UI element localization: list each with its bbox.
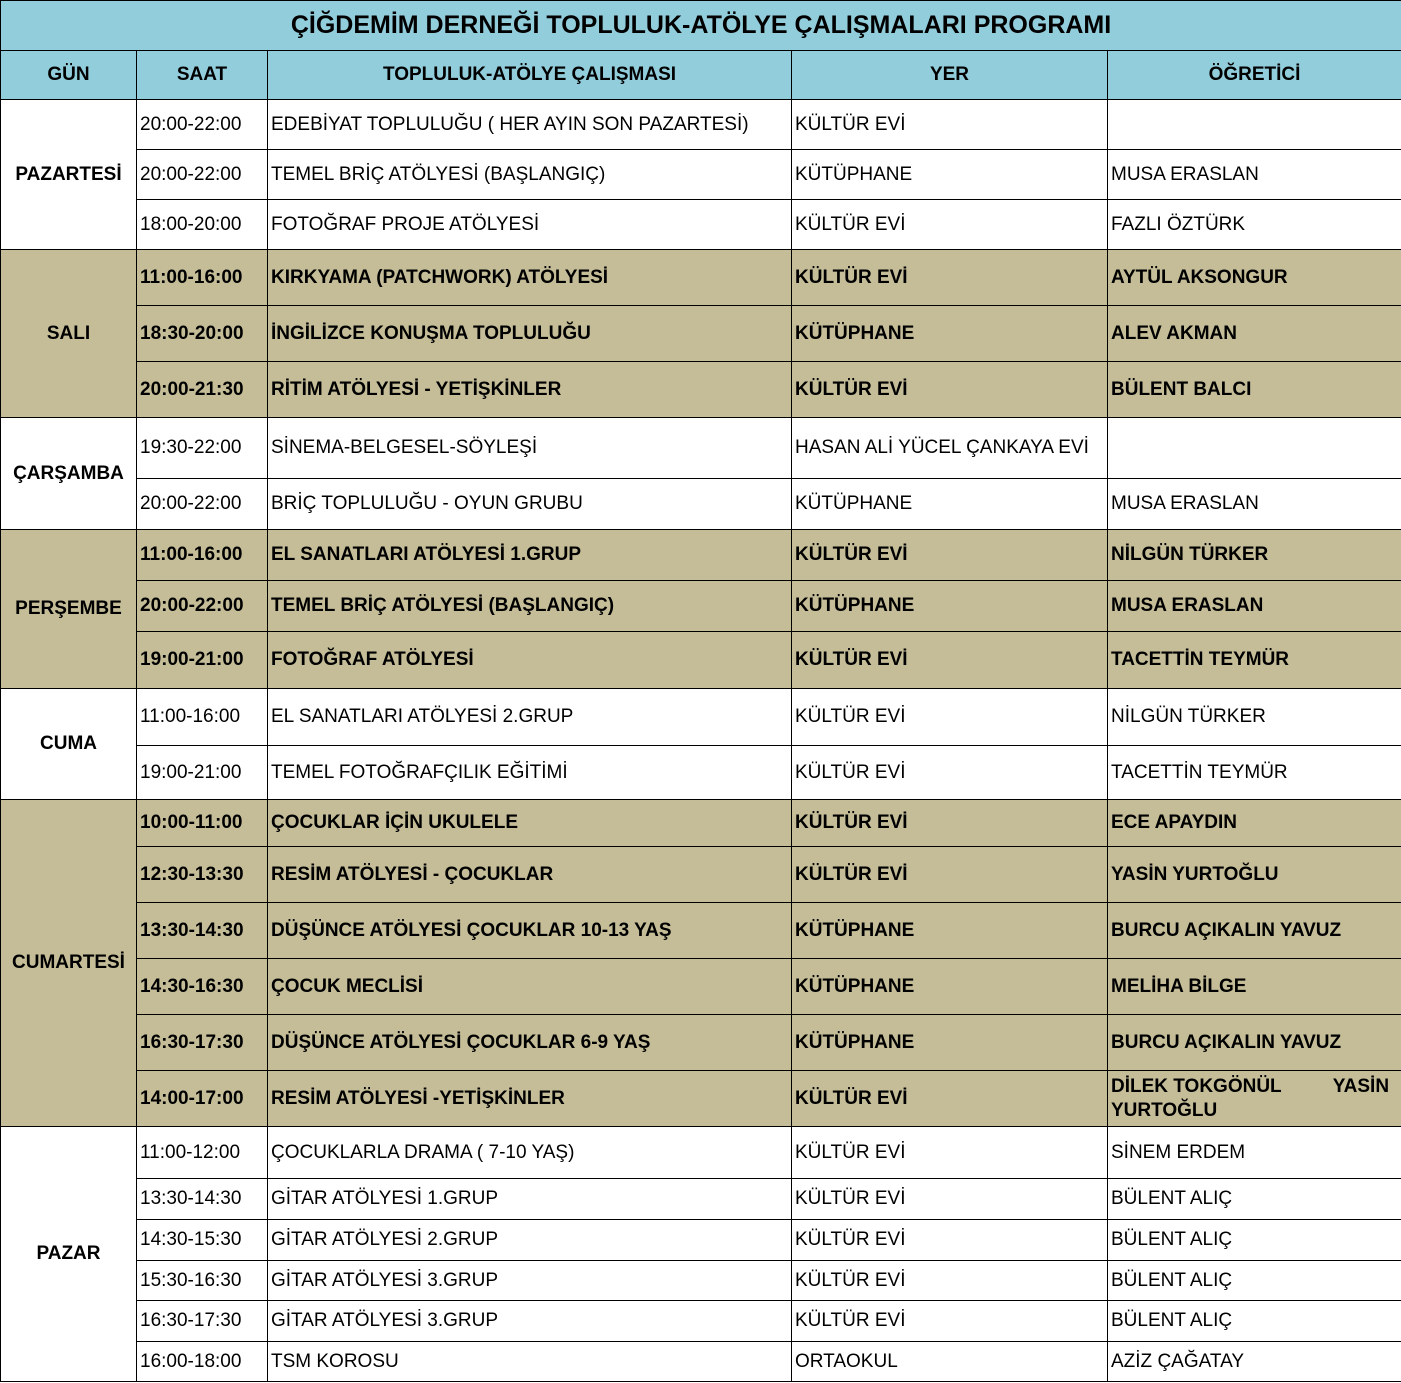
teacher-cell: ALEV AKMAN	[1108, 306, 1401, 362]
time-cell: 13:30-14:30	[137, 1179, 268, 1220]
time-cell: 11:00-16:00	[137, 530, 268, 581]
place-cell: HASAN ALİ YÜCEL ÇANKAYA EVİ	[792, 418, 1108, 479]
place-cell: KÜLTÜR EVİ	[792, 250, 1108, 306]
activity-cell: FOTOĞRAF PROJE ATÖLYESİ	[268, 200, 792, 250]
table-row	[1, 306, 1401, 362]
teacher-cell: MUSA ERASLAN	[1108, 150, 1401, 200]
place-cell: KÜTÜPHANE	[792, 1015, 1108, 1071]
teacher-cell: BÜLENT ALIÇ	[1108, 1301, 1401, 1342]
teacher-cell: ECE APAYDIN	[1108, 800, 1401, 847]
table-row	[1, 100, 1401, 150]
teacher-line-2: YURTOĞLU	[1111, 1099, 1218, 1121]
table-row	[1, 479, 1401, 530]
time-cell: 20:00-21:30	[137, 362, 268, 418]
day-label: PAZARTESİ	[1, 100, 137, 250]
place-cell: KÜTÜPHANE	[792, 150, 1108, 200]
place-cell: KÜLTÜR EVİ	[792, 746, 1108, 800]
time-cell: 14:30-15:30	[137, 1220, 268, 1261]
place-cell: KÜLTÜR EVİ	[792, 200, 1108, 250]
place-cell: KÜLTÜR EVİ	[792, 530, 1108, 581]
teacher-line-1	[1111, 1075, 1401, 1099]
time-cell: 14:00-17:00	[137, 1071, 268, 1127]
table-row	[1, 1301, 1401, 1342]
time-cell: 13:30-14:30	[137, 903, 268, 959]
time-cell: 20:00-22:00	[137, 581, 268, 632]
teacher-cell: TACETTİN TEYMÜR	[1108, 632, 1401, 689]
place-cell: KÜTÜPHANE	[792, 306, 1108, 362]
day-label: ÇARŞAMBA	[1, 418, 137, 530]
place-cell: KÜLTÜR EVİ	[792, 800, 1108, 847]
time-cell: 11:00-12:00	[137, 1127, 268, 1179]
place-cell: KÜLTÜR EVİ	[792, 1071, 1108, 1127]
activity-cell: EL SANATLARI ATÖLYESİ 2.GRUP	[268, 689, 792, 746]
day-label: SALI	[1, 250, 137, 418]
header-activity: TOPLULUK-ATÖLYE ÇALIŞMASI	[268, 51, 792, 100]
activity-cell: GİTAR ATÖLYESİ 1.GRUP	[268, 1179, 792, 1220]
time-cell: 14:30-16:30	[137, 959, 268, 1015]
place-cell: KÜLTÜR EVİ	[792, 1127, 1108, 1179]
activity-cell: GİTAR ATÖLYESİ 3.GRUP	[268, 1261, 792, 1301]
time-cell: 15:30-16:30	[137, 1261, 268, 1301]
time-cell: 16:00-18:00	[137, 1342, 268, 1382]
table-row	[1, 800, 1401, 847]
activity-cell: ÇOCUKLAR İÇİN UKULELE	[268, 800, 792, 847]
table-row	[1, 959, 1401, 1015]
activity-cell: RESİM ATÖLYESİ - ÇOCUKLAR	[268, 847, 792, 903]
activity-cell: BRİÇ TOPLULUĞU - OYUN GRUBU	[268, 479, 792, 530]
place-cell: KÜLTÜR EVİ	[792, 632, 1108, 689]
activity-cell: GİTAR ATÖLYESİ 2.GRUP	[268, 1220, 792, 1261]
table-row	[1, 1015, 1401, 1071]
page-title: ÇİĞDEMİM DERNEĞİ TOPLULUK-ATÖLYE ÇALIŞMALARI PROGRAMI	[1, 1, 1401, 51]
teacher-cell: BÜLENT ALIÇ	[1108, 1261, 1401, 1301]
table-row	[1, 1342, 1401, 1382]
activity-cell: RİTİM ATÖLYESİ - YETİŞKİNLER	[268, 362, 792, 418]
activity-cell: SİNEMA-BELGESEL-SÖYLEŞİ	[268, 418, 792, 479]
table-row	[1, 581, 1401, 632]
table-row	[1, 530, 1401, 581]
table-row	[1, 847, 1401, 903]
place-cell: ORTAOKUL	[792, 1342, 1108, 1382]
place-cell: KÜLTÜR EVİ	[792, 362, 1108, 418]
table-row	[1, 746, 1401, 800]
time-cell: 10:00-11:00	[137, 800, 268, 847]
teacher-cell	[1108, 1071, 1401, 1127]
time-cell: 20:00-22:00	[137, 150, 268, 200]
activity-cell: İNGİLİZCE KONUŞMA TOPLULUĞU	[268, 306, 792, 362]
activity-cell: EL SANATLARI ATÖLYESİ 1.GRUP	[268, 530, 792, 581]
place-cell: KÜTÜPHANE	[792, 903, 1108, 959]
table-row	[1, 1127, 1401, 1179]
place-cell: KÜTÜPHANE	[792, 479, 1108, 530]
day-label: PAZAR	[1, 1127, 137, 1382]
time-cell: 16:30-17:30	[137, 1301, 268, 1342]
activity-cell: DÜŞÜNCE ATÖLYESİ ÇOCUKLAR 6-9 YAŞ	[268, 1015, 792, 1071]
time-cell: 20:00-22:00	[137, 479, 268, 530]
table-row	[1, 200, 1401, 250]
place-cell: KÜTÜPHANE	[792, 581, 1108, 632]
activity-cell: TEMEL FOTOĞRAFÇILIK EĞİTİMİ	[268, 746, 792, 800]
teacher-cell: MUSA ERASLAN	[1108, 479, 1401, 530]
header-row	[1, 51, 1401, 100]
time-cell: 12:30-13:30	[137, 847, 268, 903]
table-row	[1, 632, 1401, 689]
teacher-cell	[1108, 418, 1401, 479]
header-place: YER	[792, 51, 1108, 100]
place-cell: KÜLTÜR EVİ	[792, 847, 1108, 903]
activity-cell: TEMEL BRİÇ ATÖLYESİ (BAŞLANGIÇ)	[268, 581, 792, 632]
header-day: GÜN	[1, 51, 137, 100]
teacher-name: YASİN	[1332, 1075, 1390, 1097]
table-row	[1, 362, 1401, 418]
table-row	[1, 418, 1401, 479]
day-label: CUMA	[1, 689, 137, 800]
place-cell: KÜTÜPHANE	[792, 959, 1108, 1015]
time-cell: 20:00-22:00	[137, 100, 268, 150]
header-time: SAAT	[137, 51, 268, 100]
activity-cell: ÇOCUKLARLA DRAMA ( 7-10 YAŞ)	[268, 1127, 792, 1179]
teacher-cell: BURCU AÇIKALIN YAVUZ	[1108, 1015, 1401, 1071]
activity-cell: GİTAR ATÖLYESİ 3.GRUP	[268, 1301, 792, 1342]
activity-cell: EDEBİYAT TOPLULUĞU ( HER AYIN SON PAZARTESİ)	[268, 100, 792, 150]
place-cell: KÜLTÜR EVİ	[792, 1179, 1108, 1220]
table-row	[1, 1261, 1401, 1301]
teacher-cell: AYTÜL AKSONGUR	[1108, 250, 1401, 306]
activity-cell: DÜŞÜNCE ATÖLYESİ ÇOCUKLAR 10-13 YAŞ	[268, 903, 792, 959]
time-cell: 11:00-16:00	[137, 250, 268, 306]
place-cell: KÜLTÜR EVİ	[792, 689, 1108, 746]
time-cell: 18:30-20:00	[137, 306, 268, 362]
table-row	[1, 150, 1401, 200]
table-row	[1, 1179, 1401, 1220]
header-teacher: ÖĞRETİCİ	[1108, 51, 1401, 100]
teacher-cell: SİNEM ERDEM	[1108, 1127, 1401, 1179]
teacher-cell: BURCU AÇIKALIN YAVUZ	[1108, 903, 1401, 959]
teacher-cell: AZİZ ÇAĞATAY	[1108, 1342, 1401, 1382]
day-label: CUMARTESİ	[1, 800, 137, 1127]
activity-cell: TEMEL BRİÇ ATÖLYESİ (BAŞLANGIÇ)	[268, 150, 792, 200]
teacher-cell: BÜLENT BALCI	[1108, 362, 1401, 418]
day-label: PERŞEMBE	[1, 530, 137, 689]
time-cell: 19:00-21:00	[137, 746, 268, 800]
table-row	[1, 250, 1401, 306]
activity-cell: TSM KOROSU	[268, 1342, 792, 1382]
table-row	[1, 1071, 1401, 1127]
table-row	[1, 1220, 1401, 1261]
teacher-cell: BÜLENT ALIÇ	[1108, 1220, 1401, 1261]
teacher-cell: MUSA ERASLAN	[1108, 581, 1401, 632]
time-cell: 18:00-20:00	[137, 200, 268, 250]
time-cell: 19:00-21:00	[137, 632, 268, 689]
teacher-cell: NİLGÜN TÜRKER	[1108, 689, 1401, 746]
teacher-cell: FAZLI ÖZTÜRK	[1108, 200, 1401, 250]
time-cell: 19:30-22:00	[137, 418, 268, 479]
teacher-cell: TACETTİN TEYMÜR	[1108, 746, 1401, 800]
table-row	[1, 903, 1401, 959]
place-cell: KÜLTÜR EVİ	[792, 1301, 1108, 1342]
teacher-cell: MELİHA BİLGE	[1108, 959, 1401, 1015]
activity-cell: ÇOCUK MECLİSİ	[268, 959, 792, 1015]
activity-cell: RESİM ATÖLYESİ -YETİŞKİNLER	[268, 1071, 792, 1127]
time-cell: 11:00-16:00	[137, 689, 268, 746]
place-cell: KÜLTÜR EVİ	[792, 1261, 1108, 1301]
activity-cell: FOTOĞRAF ATÖLYESİ	[268, 632, 792, 689]
teacher-name: DİLEK TOKGÖNÜL	[1111, 1075, 1282, 1097]
teacher-cell	[1108, 100, 1401, 150]
place-cell: KÜLTÜR EVİ	[792, 1220, 1108, 1261]
teacher-cell: BÜLENT ALIÇ	[1108, 1179, 1401, 1220]
table-row	[1, 689, 1401, 746]
teacher-cell: YASİN YURTOĞLU	[1108, 847, 1401, 903]
time-cell: 16:30-17:30	[137, 1015, 268, 1071]
teacher-cell: NİLGÜN TÜRKER	[1108, 530, 1401, 581]
activity-cell: KIRKYAMA (PATCHWORK) ATÖLYESİ	[268, 250, 792, 306]
place-cell: KÜLTÜR EVİ	[792, 100, 1108, 150]
